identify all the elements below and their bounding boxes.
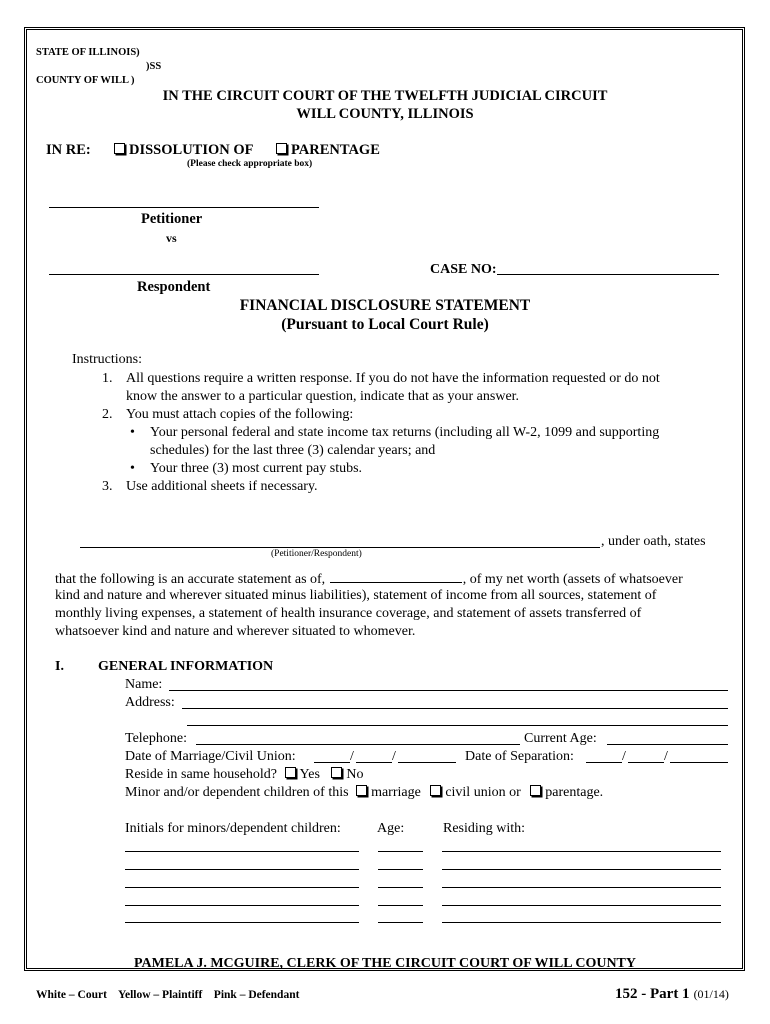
clerk-name: PAMELA J. MCGUIRE, CLERK OF THE CIRCUIT COURT OF WILL COUNTY — [133, 956, 637, 971]
household-yes-option[interactable]: Yes — [285, 767, 320, 782]
bullet-icon: • — [130, 425, 135, 440]
instruction-bullet-2: • Your three (3) most current pay stubs. — [130, 461, 363, 476]
form-subtitle: (Pursuant to Local Court Rule) — [281, 316, 489, 333]
under-oath-text: , under oath, states — [601, 534, 706, 549]
marriage-month-field[interactable] — [314, 762, 350, 763]
state-line: STATE OF ILLINOIS) — [36, 47, 140, 58]
child-residing-field-1[interactable] — [442, 851, 721, 852]
current-age-field[interactable] — [607, 744, 728, 745]
children-row: Minor and/or dependent children of this marriage civil union or parentage. — [125, 785, 604, 800]
child-initials-field-3[interactable] — [125, 887, 359, 888]
inre-label: IN RE: — [46, 142, 91, 158]
party-name-field[interactable] — [80, 547, 600, 548]
telephone-label: Telephone: — [125, 731, 187, 746]
name-label: Name: — [125, 677, 163, 692]
child-initials-field-1[interactable] — [125, 851, 359, 852]
bullet-icon: • — [130, 461, 135, 476]
parentage-checkbox[interactable] — [276, 143, 287, 154]
oath-line-4: whatsoever kind and nature and wherever situated to whomever. — [55, 624, 416, 639]
petitioner-line[interactable] — [49, 207, 319, 208]
children-civil-union-option[interactable]: civil union or — [430, 785, 520, 800]
child-age-field-4[interactable] — [378, 905, 423, 906]
children-marriage-option[interactable]: marriage — [356, 785, 421, 800]
oath-line-2: kind and nature and wherever situated minus liabilities), statement of income from all sources, statement of — [55, 588, 657, 603]
col-age-header: Age: — [377, 821, 405, 836]
current-age-label: Current Age: — [524, 731, 597, 746]
parentage-option[interactable]: PARENTAGE — [276, 142, 380, 159]
instructions-list — [102, 370, 742, 496]
name-field[interactable] — [169, 690, 728, 691]
oath-line-3: monthly living expenses, a statement of health insurance coverage, and statement of assets transferred of — [55, 606, 642, 621]
court-county: WILL COUNTY, ILLINOIS — [296, 106, 474, 122]
child-residing-field-4[interactable] — [442, 905, 721, 906]
child-residing-field-5[interactable] — [442, 922, 721, 923]
marriage-day-field[interactable] — [356, 762, 392, 763]
ss-line: )SS — [146, 61, 162, 72]
household-no-checkbox[interactable] — [331, 767, 342, 778]
children-marriage-checkbox[interactable] — [356, 785, 367, 796]
county-line: COUNTY OF WILL ) — [36, 75, 135, 86]
children-parentage-option[interactable]: parentage. — [530, 785, 603, 800]
child-initials-field-2[interactable] — [125, 869, 359, 870]
address-field-1[interactable] — [182, 708, 728, 709]
copy-distribution: White – Court Yellow – Plaintiff Pink – Defendant — [36, 989, 300, 1001]
address-label: Address: — [125, 695, 175, 710]
col-initials-header: Initials for minors/dependent children: — [125, 821, 341, 836]
marriage-date-label: Date of Marriage/Civil Union: — [125, 749, 296, 764]
separation-month-field[interactable] — [586, 762, 622, 763]
child-age-field-1[interactable] — [378, 851, 423, 852]
children-civil-union-checkbox[interactable] — [430, 785, 441, 796]
address-field-2[interactable] — [187, 725, 728, 726]
oath-line-1: that the following is an accurate statement as of, , of my net worth (assets of whatsoever — [55, 572, 683, 587]
dissolution-checkbox[interactable] — [114, 143, 125, 154]
child-residing-field-3[interactable] — [442, 887, 721, 888]
vs-label: vs — [166, 231, 177, 245]
child-age-field-3[interactable] — [378, 887, 423, 888]
instruction-1: 1. All questions require a written response. If you do not have the information requested or do not know the answer to a particular question, indicate that as your answer. — [102, 371, 660, 404]
section-number: I. — [55, 659, 64, 674]
form-number: 152 - Part 1 (01/14) — [615, 986, 729, 1002]
separation-day-field[interactable] — [628, 762, 664, 763]
statement-date-field[interactable] — [330, 570, 462, 583]
date-slash: / — [350, 749, 354, 764]
respondent-label: Respondent — [137, 279, 211, 295]
col-residing-header: Residing with: — [443, 821, 526, 836]
case-no-field[interactable] — [497, 274, 719, 275]
date-slash: / — [392, 749, 396, 764]
section-title: GENERAL INFORMATION — [98, 659, 274, 674]
separation-date-label: Date of Separation: — [465, 749, 574, 764]
household-row: Reside in same household? Yes No — [125, 767, 364, 782]
respondent-line[interactable] — [49, 274, 319, 275]
separation-year-field[interactable] — [670, 762, 728, 763]
household-no-option[interactable]: No — [331, 767, 363, 782]
instruction-2: 2. You must attach copies of the following: — [102, 407, 354, 422]
instructions-heading: Instructions: — [72, 352, 142, 367]
date-slash: / — [664, 749, 668, 764]
child-initials-field-5[interactable] — [125, 922, 359, 923]
date-slash: / — [622, 749, 626, 764]
child-initials-field-4[interactable] — [125, 905, 359, 906]
household-yes-checkbox[interactable] — [285, 767, 296, 778]
children-parentage-checkbox[interactable] — [530, 785, 541, 796]
case-no-label: CASE NO: — [430, 262, 497, 277]
telephone-field[interactable] — [196, 744, 520, 745]
instruction-bullet-1: • Your personal federal and state income tax returns (including all W-2, 1099 and supporting schedules) for the last three (3) calendar years; and — [130, 425, 660, 458]
form-title: FINANCIAL DISCLOSURE STATEMENT — [239, 297, 531, 314]
petitioner-label: Petitioner — [141, 211, 203, 227]
instruction-3: 3. Use additional sheets if necessary. — [102, 479, 318, 494]
child-age-field-5[interactable] — [378, 922, 423, 923]
marriage-year-field[interactable] — [398, 762, 456, 763]
dissolution-option[interactable]: DISSOLUTION OF — [114, 142, 254, 159]
party-caption: (Petitioner/Respondent) — [271, 549, 362, 559]
check-box-note: (Please check appropriate box) — [187, 159, 313, 169]
child-age-field-2[interactable] — [378, 869, 423, 870]
child-residing-field-2[interactable] — [442, 869, 721, 870]
court-title: IN THE CIRCUIT COURT OF THE TWELFTH JUDICIAL CIRCUIT — [162, 88, 608, 104]
